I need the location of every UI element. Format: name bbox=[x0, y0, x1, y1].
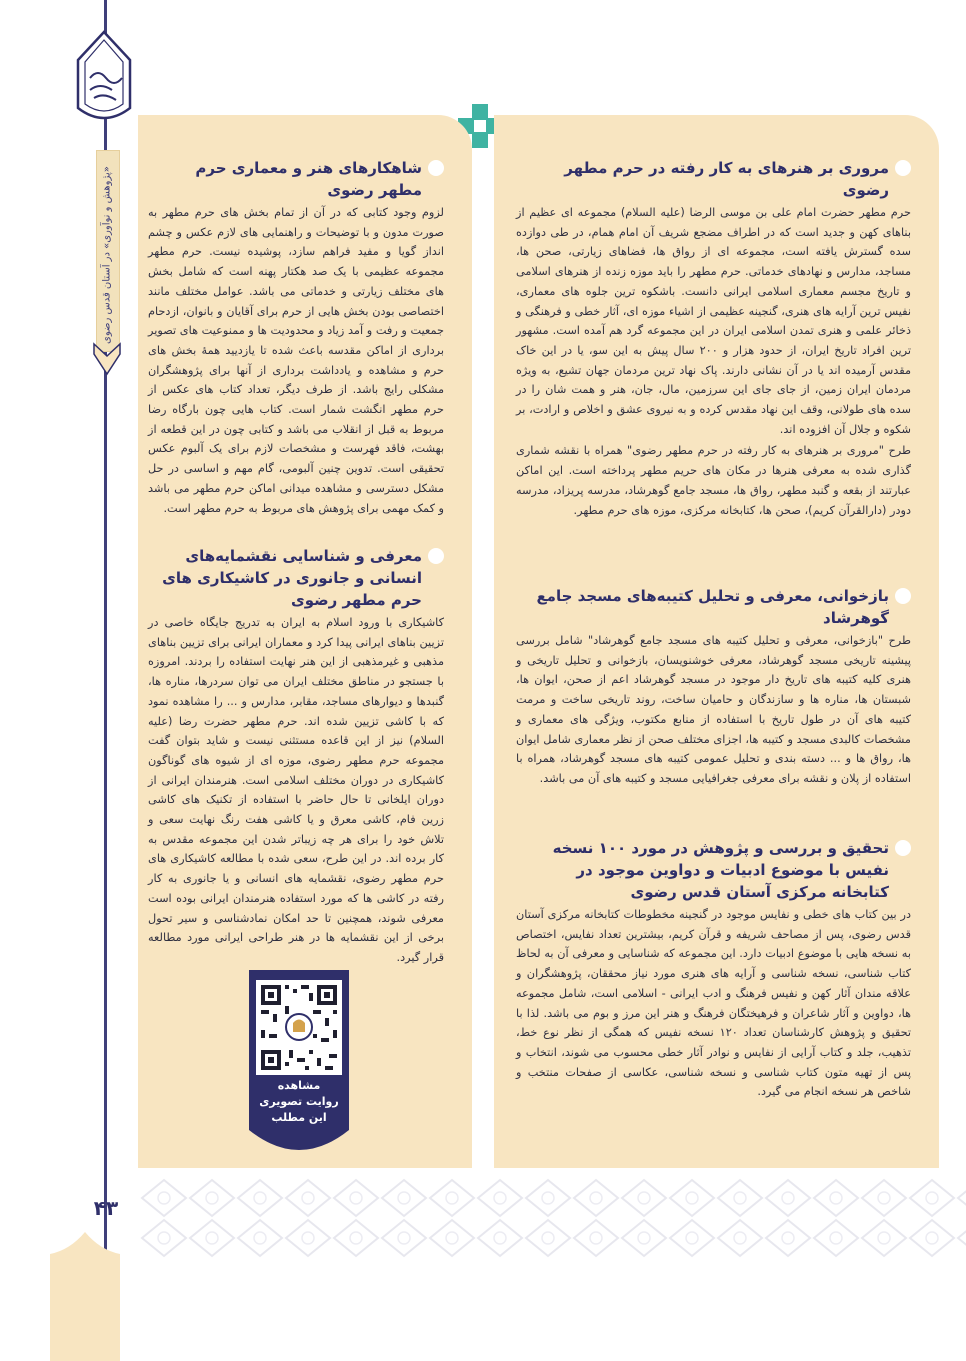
section-title: شاهکارهای هنر و معماری حرم مطهر رضوی bbox=[148, 157, 444, 201]
rail-band-text: «پژوهش و نوآوری» در آستان قدس رضوی bbox=[101, 166, 113, 344]
rail-bottom-ornament bbox=[50, 1232, 120, 1361]
section-paragraph: کاشیکاری با ورود اسلام به ایران به تدریج جایگاه خاصی در تزیین بناهای ایرانی پیدا کرد و معماران ایرانی برای تزیین بناهای مذهبی و غیرمذهبی از این هنر نهایت استفاده را بردند. امروزه با جستجو در مناطق مختلف ایران می توان سردرها، مناره ها، گنبدها و دیوارهای مساجد، مقابر، مدارس و ... را مشاهده نمود که با کاشی تزیین شده اند. حرم مطهر حضرت رضا (علیه السلام) نیز از این قاعده مستثنی نیست و شاید بتوان گفت مجموعه حرم مطهر رضوی، موزه ای از شیوه های گوناگون کاشیکاری در دوران مختلف اسلامی است. هنرمندان ایرانی از دوران ایلخانی تا حال حاضر با استفاده از تکنیک های کاشی زرین فام، کاشی معرق و یا کاشی هفت رنگ نهایت سعی و تلاش خود را برای هر چه زیباتر شدن این مجموعه مقدس به کار برده اند. در این طرح، سعی شده با مطالعه کاشیکاری های حرم مطهر رضوی، نقشمایه های انسانی و یا جانوری به کار رفته در کاشی ها که مورد استفاده هنرمندان ایرانی بوده است معرفی شوند، همچنین تا حد امکان نمادشناسی و سیر تحول برخی از این نقشمایه ها در هنر طراحی ایرانی مورد مطالعه قرار گیرد. bbox=[148, 616, 444, 964]
article-section bbox=[148, 157, 444, 518]
section-paragraph: لزوم وجود کتابی که در آن از تمام بخش های حرم مطهر به صورت مدون و با توضیحات و راهنمایی های لازم عکس و چشم انداز گویا و مفید فراهم سازد، پوشیده نیست. حرم مطهر مجموعه عظیمی با یک صد هکتار پهنه است که شامل بخش های مختلف زیارتی و خدماتی می باشد. عوامل مختلف مانند اختصاصی بودن بخش هایی از حرم برای آقایان و بانوان، ازدحام جمعیت و رفت و آمد زیاد و محدودیت ها و ممنوعیت های تصویر برداری از اماکن مقدسه باعث شده تا یازدیید همهٔ بخش های حرم و مشاهده و یادداشت برداری از آنها برای پژوهشگران مشکلی رایج باشد. از طرف دیگر، تعداد کتاب های عکس از حرم مطهر انگشت شمار است. کتاب هایی چون بارگاه رضا مربوط به قبل از انقلاب می باشد و کتابی چون در این قطعه از بهشت، فاقد فهرست و مشخصات لازم برای یک آلبوم عکس تحقیقی است. تدوین چنین آلبومی، گام مهم و اساسی در حل مشکل دسترسی و مشاهده میدانی اماکن حرم مطهر می باشد و کمک مهمی برای پژوهش های مربوط به حرم مطهر است. bbox=[148, 206, 444, 515]
article-section bbox=[516, 837, 911, 1102]
right-column bbox=[494, 115, 939, 1168]
section-paragraph: حرم مطهر حضرت امام علی بن موسی الرضا (علیه السلام) مجموعه ای عظیم از بناهای کهن و جدید است که در اطراف مضجع شریف آن امام همام، در طی دوازده سده گسترش یافته است، مجموعه ای از رواق ها، فضاهای زیارتی، صحن ها، مساجد، مدارس و نهادهای خدماتی. حرم مطهر را باید موزه زنده از هنرهای اسلامی و تاریخ مجسم معماری اسلامی ایرانی دانست. باشکوه ترین جلوه های معماری، نفیس ترین آرایه های هنری، گنجینه عظیمی از اشیاء موزه ای، آثار خطی و فرهنگی و ذخائر علمی و هنری تمدن اسلامی ایران در این مجموعه گرد هم آمده است. مشهور ترین افراد تاریخ ایران، از حدود هزار و ۲۰۰ سال پیش به این سو، یا در این خاک مقدس آرمیده اند یا در آن نشانی دارند. پاک نهاد ترین مردمان جهان تشیع، به ویژه مردمان ایران زمین، از جای جای این سرزمین، مال، جان، هنر و همت شان را در سده های طولانی، وقف این نهاد مقدس کرده و به نیروی عشق و اخلاص و ارادت، بر شکوه و جلال آن افزوده اند. bbox=[516, 206, 911, 436]
article-section bbox=[148, 545, 444, 968]
qr-caption-line: روایت تصویری bbox=[259, 1095, 339, 1108]
section-title: تحقیق و بررسی و پژوهش در مورد ۱۰۰ نسخه نفیس با موضوع ادبیات و دواوین موجود در کتابخانه مرکزی آستان قدس رضوی bbox=[516, 837, 911, 903]
section-paragraph: طرح "مروری بر هنرهای به کار رفته در حرم مطهر رضوی" همراه با نقشه شماری گذاری شده به معرفی هنرها در مکان های حریم مطهر پرداخته است. این اماکن عبارتند از بقعه و گنبد مطهر، رواق ها، مسجد جامع گوهرشاد، مدرسه پریزاد، مدرسه دودر (دارالقرآن کریم)، صحن ها، کتابخانه مرکزی، موزه های حرم مطهر. bbox=[516, 444, 911, 517]
section-title: بازخوانی، معرفی و تحلیل کتیبه‌های مسجد جامع گوهرشاد bbox=[516, 585, 911, 629]
decorative-pattern bbox=[140, 1178, 966, 1258]
article-section bbox=[516, 157, 911, 520]
qr-card-caption bbox=[249, 1078, 349, 1126]
bullet-icon bbox=[428, 160, 444, 176]
bullet-icon bbox=[428, 548, 444, 564]
bullet-icon bbox=[895, 840, 911, 856]
section-title: مروری بر هنرهای به کار رفته در حرم مطهر رضوی bbox=[516, 157, 911, 201]
article-section bbox=[516, 585, 911, 789]
bullet-icon bbox=[895, 160, 911, 176]
magazine-logo bbox=[68, 30, 140, 130]
section-paragraph: طرح "بازخوانی، معرفی و تحلیل کتیبه های مسجد جامع گوهرشاد" شامل بررسی پیشینه تاریخی مسجد گوهرشاد، معرفی خوشنویسان، بازخوانی و تحلیل تاریخی و هنری کلیه کتیبه های تاریخ دار موجود در مسجد گوهرشاد اعم از صحن، ایوان ها، شبستان ها، مناره ها و سازندگان و حامیان ساخت، روند تاریخی ساخت و مرمت کتیبه های آن در طول تاریخ با استفاده از منابع مکتوب، ویژگی های معماری و مشخصات کالبدی مسجد و کتیبه ها، اجزای مختلف صحن از نظر معماری شامل ایوان ها، رواق ها و ... دسته بندی و تحلیل عمومی کتیبه های مسجد گوهرشاد، همراه با استفاده از پلان و نقشه برای معرفی جغرافیایی مسجد و کتیبه های آن می باشد. bbox=[516, 634, 911, 785]
section-paragraph: در بین کتاب های خطی و نفایس موجود در گنجینه مخطوطات کتابخانه مرکزی آستان قدس رضوی، پس از مصاحف شریفه و قرآن کریم، بیشترین تعداد نفایس، اختصاص به نسخه هایی با موضوع ادبیات دارد. این مجموعه که شناسایی و معرفی آن به لحاظ کتاب شناسی، نسخه شناسی و آرایه های هنری مورد نیاز محققان، پژوهشگران و علاقه مندان آثار کهن و نفیس فرهنگ و ادب ایرانی - اسلامی است، شامل مجموعه ها، دواوین و آثار شاعران و فرهیختگان فرهنگ و هنر این مرز و بوم می باشد. لذا با تحقیق و پژوهش کارشناسان تعداد ۱۲۰ نسخه نفیس که همگی از نظر نوع خط، تذهیب، جلد و کتاب آرایی از نفایس و نوادر آثار خطی محسوب می شوند، انتخاب و پس از تهیه متون کتاب شناسی و نسخه شناسی، عکاسی از صفحات منتخب و شاخص هر نسخه انجام می گیرد. bbox=[516, 908, 912, 1099]
bullet-icon bbox=[895, 588, 911, 604]
section-title: معرفی و شناسایی نقشمایه‌های انسانی و جانوری در کاشیکاری های حرم مطهر رضوی bbox=[148, 545, 444, 611]
qr-caption-line: مشاهده bbox=[277, 1079, 321, 1092]
rail-arrow-icon bbox=[90, 340, 124, 380]
qr-card[interactable] bbox=[249, 970, 349, 1165]
side-rail bbox=[0, 0, 140, 1361]
qr-caption-line: این مطلب bbox=[271, 1111, 327, 1124]
page-number: ۴۳ bbox=[93, 1196, 119, 1220]
qr-card-shape bbox=[249, 970, 349, 1165]
